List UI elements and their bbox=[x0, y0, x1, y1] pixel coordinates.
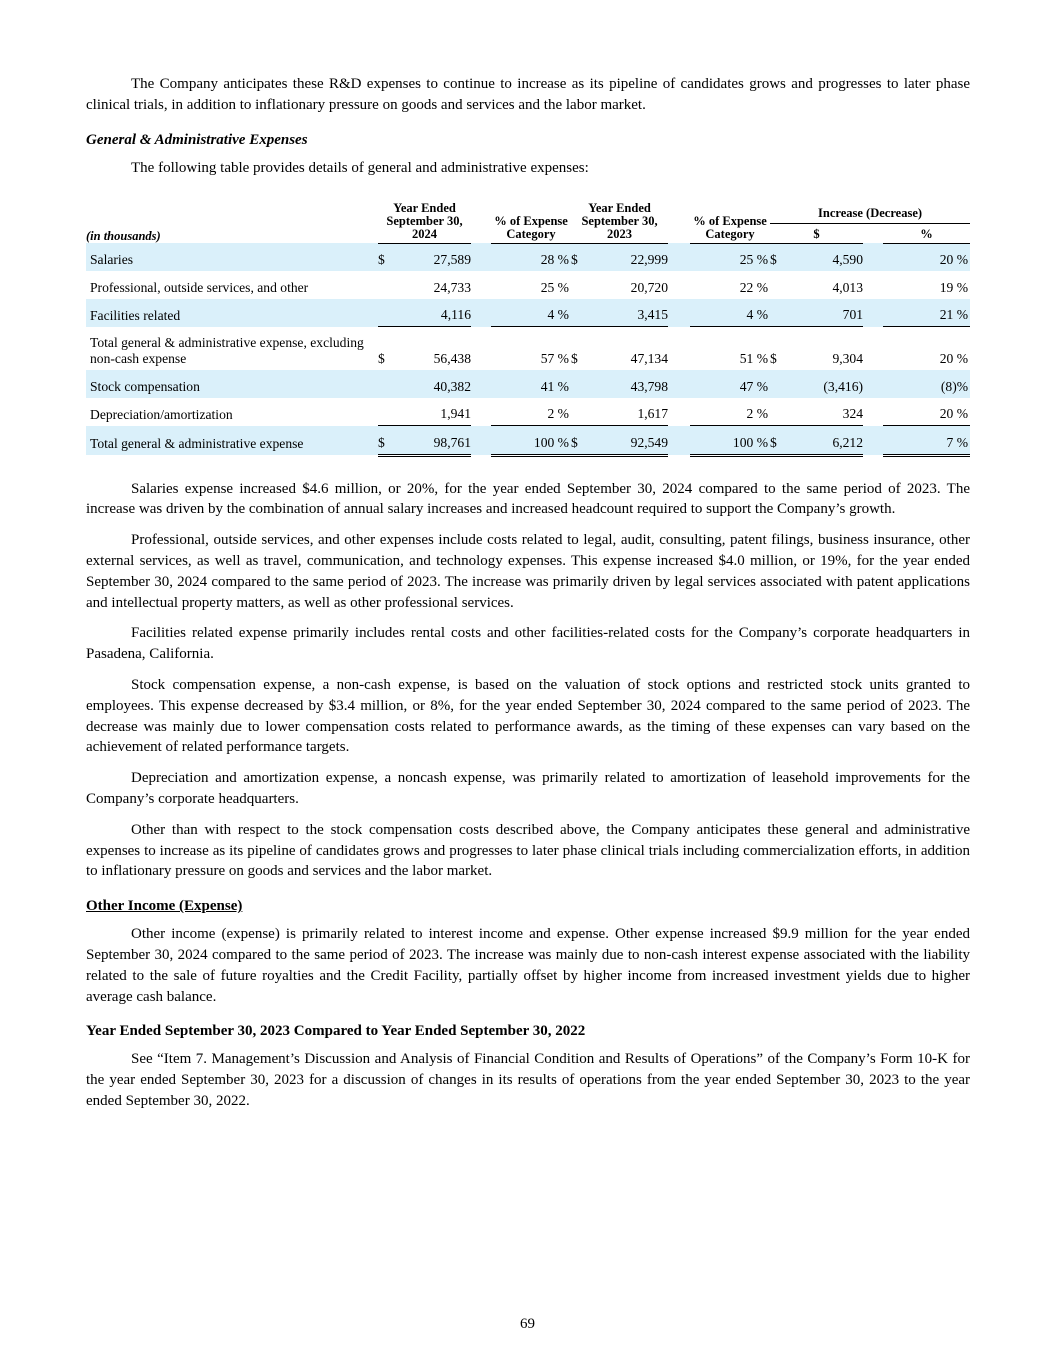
increase-value: 4,590 bbox=[791, 243, 863, 271]
value-2024: 24,733 bbox=[433, 279, 472, 295]
value-2024: 98,761 bbox=[399, 426, 471, 456]
ga-expenses-table bbox=[86, 192, 970, 457]
currency-symbol: $ bbox=[571, 351, 578, 367]
currency-symbol bbox=[770, 299, 786, 327]
pct-2023: 51 % bbox=[739, 351, 769, 367]
pct-2024: 2 % bbox=[491, 398, 571, 426]
value-2023: 43,798 bbox=[592, 370, 668, 398]
row-label: Total general & administrative expense bbox=[86, 426, 378, 456]
stock-compensation-paragraph: Stock compensation expense, a non-cash expense, is based on the valuation of stock options and restricted stock units granted to employees. This expense decreased by $3.4 million, or 8%, for the year ended September 30, 2024 compared to the same period of 2023. The decrease was mainly due to lower compensation costs related to performance awards, as the timing of these expenses can vary based on the achievement of related performance targets. bbox=[86, 676, 970, 756]
increase-value: 4,013 bbox=[832, 279, 864, 295]
pct-2024: 100 % bbox=[491, 426, 571, 456]
increase-pct: 20 % bbox=[883, 398, 970, 426]
currency-symbol bbox=[770, 370, 786, 398]
pct-2024: 41 % bbox=[491, 370, 571, 398]
table-row bbox=[86, 299, 970, 327]
table-row bbox=[86, 426, 970, 456]
value-2024: 40,382 bbox=[399, 370, 471, 398]
depreciation-paragraph: Depreciation and amortization expense, a noncash expense, was primarily related to amortization of leasehold improvements for the Company’s corporate headquarters. bbox=[86, 770, 970, 807]
table-header-label: (in thousands) bbox=[86, 229, 161, 244]
value-2024: 4,116 bbox=[399, 299, 471, 327]
outlook-paragraph: Other than with respect to the stock compensation costs described above, the Company anticipates these general and administrative expenses to increase as its pipeline of candidates grows and progresses to later phase clinical trials including commercialization efforts, in addition to inflationary pressure on goods and services and the labor market. bbox=[86, 821, 970, 880]
value-2024: 27,589 bbox=[399, 243, 471, 271]
rd-expenses-paragraph: The Company anticipates these R&D expenses to continue to increase as its pipeline of candidates grows and progresses to later phase clinical trials, in addition to inflationary pressure on goods and services and the labor market. bbox=[86, 76, 970, 113]
see-item-7-paragraph: See “Item 7. Management’s Discussion and Analysis of Financial Condition and Results of Operations” of the Company’s Form 10-K for the year ended September 30, 2023 for a discussion of changes in its results of operations from the year ended September 30, 2023 to the year ended September 30, 2022. bbox=[86, 1051, 970, 1109]
row-label: Professional, outside services, and other bbox=[90, 279, 309, 295]
currency-symbol: $ bbox=[378, 243, 394, 271]
currency-symbol: $ bbox=[571, 426, 587, 456]
increase-value: (3,416) bbox=[791, 370, 863, 398]
header-pct-2023: % of Expense Category bbox=[690, 192, 770, 244]
pct-2023: 47 % bbox=[690, 370, 770, 398]
increase-pct: 19 % bbox=[939, 279, 969, 295]
row-label: Total general & administrative expense, excluding non-cash expense bbox=[90, 335, 364, 367]
value-2024: 1,941 bbox=[399, 398, 471, 426]
currency-symbol bbox=[571, 299, 587, 327]
currency-symbol bbox=[378, 370, 394, 398]
increase-pct: 21 % bbox=[883, 299, 970, 327]
pct-2023: 25 % bbox=[690, 243, 770, 271]
row-label: Salaries bbox=[86, 243, 378, 271]
pct-2023: 2 % bbox=[690, 398, 770, 426]
increase-value: 324 bbox=[791, 398, 863, 426]
currency-symbol: $ bbox=[770, 351, 777, 367]
table-row bbox=[86, 243, 970, 271]
increase-pct: 20 % bbox=[939, 351, 969, 367]
table-header-row-1 bbox=[86, 192, 970, 224]
value-2023: 1,617 bbox=[592, 398, 668, 426]
table-row bbox=[86, 398, 970, 426]
value-2023: 92,549 bbox=[592, 426, 668, 456]
salaries-paragraph: Salaries expense increased $4.6 million, or 20%, for the year ended September 30, 2024 compared to the same period of 2023. The increase was driven by the combination of annual salary increases and increased headcount required to support the Company’s growth. bbox=[86, 480, 970, 518]
pct-2024: 28 % bbox=[491, 243, 571, 271]
increase-pct: (8)% bbox=[883, 370, 970, 398]
increase-value: 701 bbox=[791, 299, 863, 327]
currency-symbol bbox=[770, 398, 786, 426]
header-year-2023: Year Ended September 30, 2023 bbox=[571, 192, 668, 244]
currency-symbol bbox=[378, 398, 394, 426]
header-increase-decrease: Increase (Decrease) bbox=[770, 192, 970, 224]
table-row bbox=[86, 327, 970, 371]
increase-pct: 7 % bbox=[883, 426, 970, 456]
pct-2024: 25 % bbox=[540, 279, 570, 295]
other-income-paragraph: Other income (expense) is primarily related to interest income and expense. Other expense increased $9.9 million for the year ended September 30, 2024 compared to the same period of 2023. The increase was mainly due to non-cash interest expense associated with the liability related to the sale of future royalties and the Credit Facility, partially offset by higher income from increased investment yields due to higher average cash balance. bbox=[86, 926, 970, 1005]
header-inc-percent: % bbox=[883, 223, 970, 243]
value-2023: 47,134 bbox=[630, 351, 669, 367]
pct-2023: 4 % bbox=[690, 299, 770, 327]
pct-2023: 100 % bbox=[690, 426, 770, 456]
value-2023: 22,999 bbox=[592, 243, 668, 271]
facilities-paragraph: Facilities related expense primarily includes rental costs and other facilities-related costs for the Company’s corporate headquarters in Pasadena, California. bbox=[86, 625, 970, 663]
value-2024: 56,438 bbox=[433, 351, 472, 367]
table-row bbox=[86, 370, 970, 398]
currency-symbol bbox=[571, 370, 587, 398]
other-income-heading: Other Income (Expense) bbox=[86, 898, 243, 915]
pct-2023: 22 % bbox=[739, 279, 769, 295]
header-pct-2024: % of Expense Category bbox=[491, 192, 571, 244]
increase-pct: 20 % bbox=[883, 243, 970, 271]
header-inc-dollar: $ bbox=[770, 223, 863, 243]
currency-symbol: $ bbox=[571, 243, 587, 271]
currency-symbol: $ bbox=[770, 243, 786, 271]
professional-paragraph: Professional, outside services, and other expenses include costs related to legal, audit, consulting, patent filings, business insurance, other external services, as well as travel, communication, and technology expenses. This expense increased $4.0 million, or 19%, for the year ended September 30, 2024 compared to the same period of 2023. The increase was primarily driven by legal services associated with patent applications and intellectual property matters, as well as other professional services. bbox=[86, 532, 970, 611]
row-label: Stock compensation bbox=[86, 370, 378, 398]
pct-2024: 57 % bbox=[540, 351, 570, 367]
value-2023: 20,720 bbox=[630, 279, 669, 295]
page-number: 69 bbox=[520, 1316, 535, 1332]
currency-symbol: $ bbox=[378, 426, 394, 456]
increase-value: 9,304 bbox=[832, 351, 864, 367]
currency-symbol bbox=[378, 299, 394, 327]
currency-symbol: $ bbox=[378, 351, 385, 367]
currency-symbol: $ bbox=[770, 426, 786, 456]
currency-symbol bbox=[571, 271, 587, 299]
year-comparison-heading: Year Ended September 30, 2023 Compared to Year Ended September 30, 2022 bbox=[86, 1023, 586, 1040]
ga-table-intro: The following table provides details of general and administrative expenses: bbox=[131, 159, 589, 176]
increase-value: 6,212 bbox=[791, 426, 863, 456]
row-label: Facilities related bbox=[86, 299, 378, 327]
ga-expenses-heading: General & Administrative Expenses bbox=[86, 131, 308, 148]
row-label: Depreciation/amortization bbox=[90, 406, 233, 422]
currency-symbol bbox=[378, 271, 394, 299]
currency-symbol bbox=[770, 271, 786, 299]
pct-2024: 4 % bbox=[491, 299, 571, 327]
table-row bbox=[86, 271, 970, 299]
currency-symbol bbox=[571, 398, 587, 426]
value-2023: 3,415 bbox=[592, 299, 668, 327]
header-year-2024: Year Ended September 30, 2024 bbox=[378, 192, 471, 244]
document-page bbox=[86, 74, 970, 1122]
